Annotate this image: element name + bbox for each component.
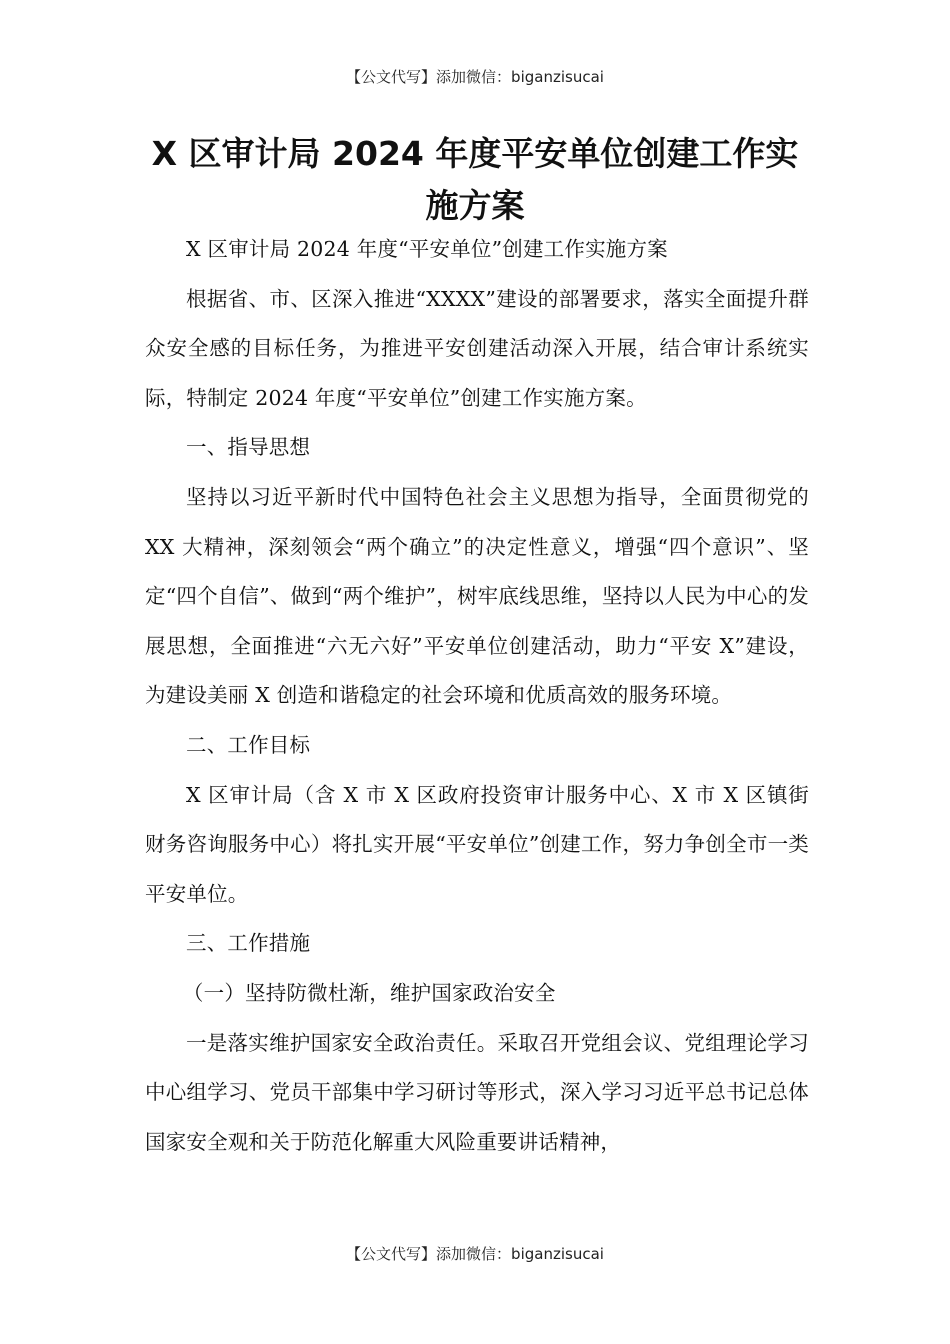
paragraph-work-goal: X 区审计局（含 X 市 X 区政府投资审计服务中心、X 市 X 区镇街财务咨询服务中心）将扎实开展“平安单位”创建工作，努力争创全市一类平安单位。 <box>145 782 809 906</box>
paragraph-subtitle: X 区审计局 2024 年度“平安单位”创建工作实施方案 <box>186 237 668 261</box>
subsection-heading-1: （一）坚持防微杜渐，维护国家政治安全 <box>182 980 556 1005</box>
title-line-1: X 区审计局 2024 年度平安单位创建工作实 <box>151 134 799 173</box>
page-footer: 【公文代写】添加微信：biganzisucai <box>346 1245 604 1263</box>
paragraph-intro: 根据省、市、区深入推进“XXXX”建设的部署要求，落实全面提升群众安全感的目标任务，为推进平安创建活动深入开展，结合审计系统实际，特制定 2024 年度“平安单位”创建工作实施方案。 <box>145 286 809 410</box>
title-line-2: 施方案 <box>425 186 525 225</box>
page-header: 【公文代写】添加微信：biganzisucai <box>346 68 604 86</box>
document-body <box>145 225 809 1167</box>
paragraph-measure-1: 一是落实维护国家安全政治责任。采取召开党组会议、党组理论学习中心组学习、党员干部集中学习研讨等形式，深入学习习近平总书记总体国家安全观和关于防范化解重大风险重要讲话精神， <box>145 1030 809 1154</box>
section-heading-3: 三、工作措施 <box>186 931 311 956</box>
document-title <box>130 128 820 232</box>
paragraph-guiding-ideology: 坚持以习近平新时代中国特色社会主义思想为指导，全面贯彻党的 XX 大精神，深刻领会“两个确立”的决定性意义，增强“四个意识”、坚定“四个自信”、做到“两个维护”，树牢底线思维，坚持以人民为中心的发展思想，全面推进“六无六好”平安单位创建活动，助力“平安 X”建设，为建设美丽 X 创造和谐稳定的社会环境和优质高效的服务环境。 <box>145 484 809 708</box>
section-heading-2: 二、工作目标 <box>186 732 311 757</box>
section-heading-1: 一、指导思想 <box>186 435 311 460</box>
